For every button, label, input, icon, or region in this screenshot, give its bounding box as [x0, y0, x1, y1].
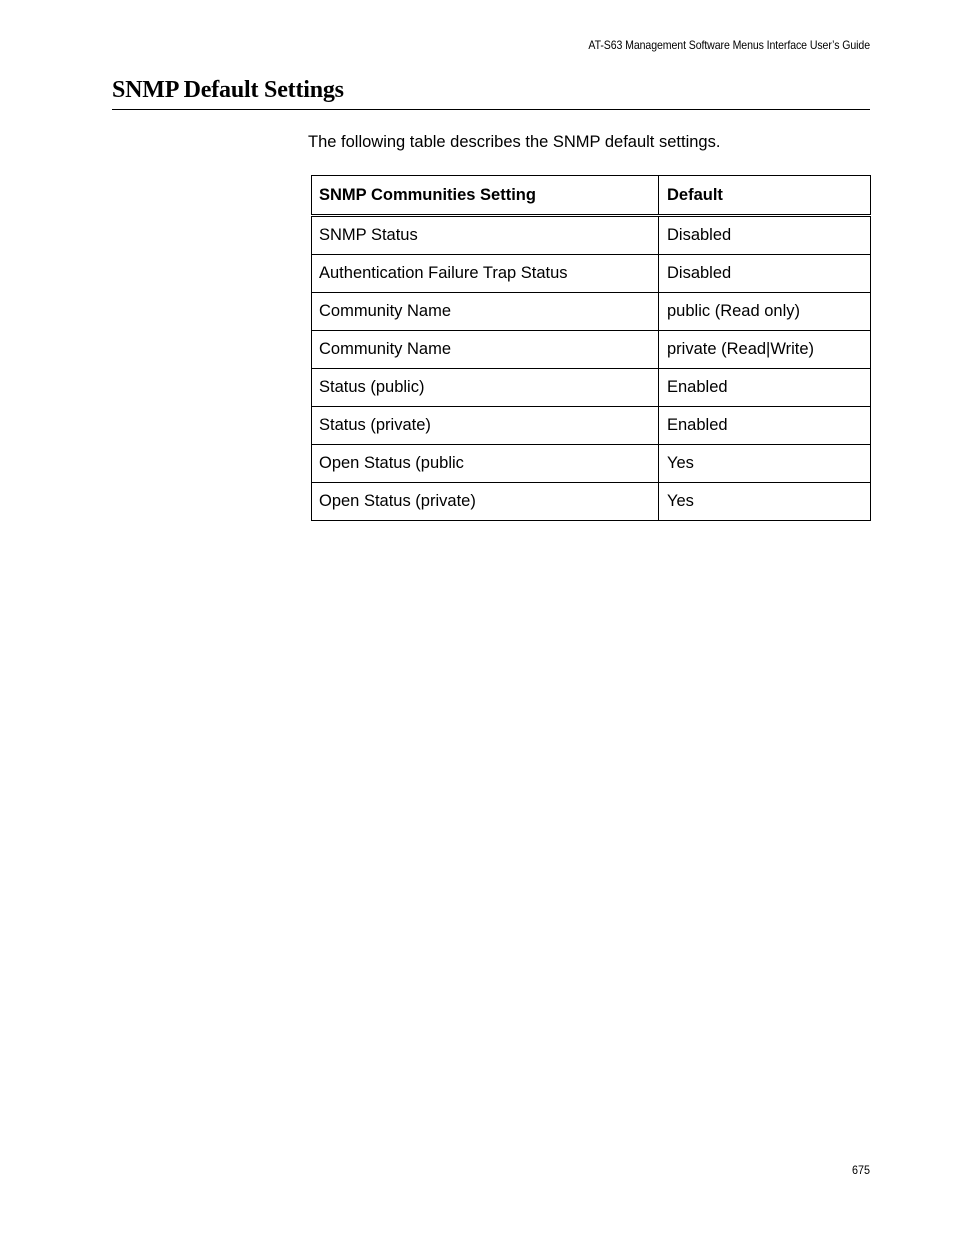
title-rule — [112, 109, 870, 110]
table-row — [312, 255, 871, 293]
setting-cell: SNMP Status — [312, 216, 659, 255]
setting-cell: Open Status (private) — [312, 483, 659, 521]
setting-cell: Open Status (public — [312, 445, 659, 483]
table-row — [312, 369, 871, 407]
default-cell: Disabled — [659, 216, 871, 255]
intro-paragraph: The following table describes the SNMP default settings. — [308, 133, 721, 151]
default-cell: public (Read only) — [659, 293, 871, 331]
default-cell: Enabled — [659, 369, 871, 407]
default-cell: Enabled — [659, 407, 871, 445]
column-header-setting: SNMP Communities Setting — [312, 176, 659, 216]
table-row — [312, 293, 871, 331]
table-header-row — [312, 176, 871, 216]
table-row — [312, 407, 871, 445]
table-row — [312, 331, 871, 369]
default-cell: Disabled — [659, 255, 871, 293]
setting-cell: Authentication Failure Trap Status — [312, 255, 659, 293]
column-header-default: Default — [659, 176, 871, 216]
setting-cell: Community Name — [312, 331, 659, 369]
setting-cell: Status (public) — [312, 369, 659, 407]
setting-cell: Community Name — [312, 293, 659, 331]
setting-cell: Status (private) — [312, 407, 659, 445]
section-title: SNMP Default Settings — [112, 77, 344, 103]
running-header: AT-S63 Management Software Menus Interface User’s Guide — [588, 38, 870, 52]
default-cell: Yes — [659, 445, 871, 483]
table-row — [312, 216, 871, 255]
default-cell: Yes — [659, 483, 871, 521]
snmp-default-settings-table — [311, 175, 871, 521]
table-row — [312, 445, 871, 483]
table-row — [312, 483, 871, 521]
page-number: 675 — [851, 1163, 870, 1177]
default-cell: private (Read|Write) — [659, 331, 871, 369]
